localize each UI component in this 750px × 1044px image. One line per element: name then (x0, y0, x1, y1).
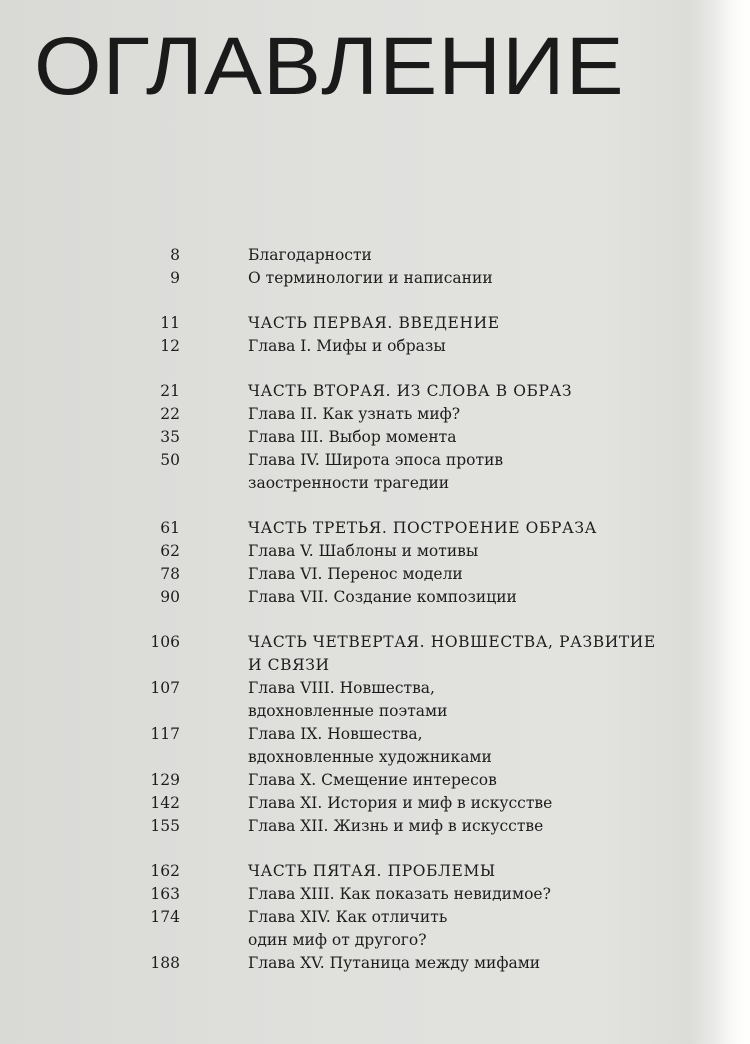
toc-entry-title (248, 449, 718, 495)
toc-entry-title: Глава VI. Перенос модели (248, 565, 463, 583)
toc-entry-chapter-2[interactable] (0, 403, 720, 426)
section-gap (0, 495, 720, 517)
toc-entry-title-line-1: Глава IV. Широта эпоса против (248, 451, 504, 469)
toc-entry-title: Глава XI. История и миф в искусстве (248, 794, 553, 812)
toc-entry-chapter-12[interactable] (0, 815, 720, 838)
toc-entry-title: Глава X. Смещение интересов (248, 771, 497, 789)
toc-entry-chapter-15[interactable] (0, 952, 720, 975)
toc-page-number: 163 (150, 885, 180, 903)
toc-entry-part-5[interactable] (0, 860, 720, 883)
toc-entry-title (248, 723, 718, 769)
page-title: ОГЛАВЛЕНИЕ (34, 21, 625, 112)
toc-entry-chapter-1[interactable] (0, 335, 720, 358)
toc-entry-terminology[interactable] (0, 267, 720, 290)
toc-entry-title: Глава XII. Жизнь и миф в искусстве (248, 817, 544, 835)
toc-entry-title: ЧАСТЬ ПЕРВАЯ. ВВЕДЕНИЕ (248, 314, 500, 332)
toc-page-number: 117 (150, 725, 180, 743)
toc-page-number: 129 (150, 771, 180, 789)
toc-entry-title: Глава III. Выбор момента (248, 428, 457, 446)
toc-page-number: 162 (150, 862, 180, 880)
toc-page-number: 21 (160, 382, 180, 400)
toc-page-number: 50 (160, 451, 180, 469)
table-of-contents (0, 244, 720, 975)
toc-entry-title-line-2: И СВЯЗИ (248, 656, 330, 674)
toc-entry-title-line-2: вдохновленные художниками (248, 748, 492, 766)
toc-entry-part-1[interactable] (0, 312, 720, 335)
toc-page-number: 62 (160, 542, 180, 560)
toc-entry-title-line-1: Глава XIV. Как отличить (248, 908, 448, 926)
toc-entry-title: ЧАСТЬ ПЯТАЯ. ПРОБЛЕМЫ (248, 862, 496, 880)
toc-entry-title (248, 677, 718, 723)
toc-entry-title: Глава V. Шаблоны и мотивы (248, 542, 479, 560)
toc-entry-chapter-6[interactable] (0, 563, 720, 586)
toc-page-number: 155 (150, 817, 180, 835)
toc-entry-chapter-7[interactable] (0, 586, 720, 609)
toc-entry-title: Глава VII. Создание композиции (248, 588, 517, 606)
toc-page-number: 8 (170, 246, 180, 264)
toc-entry-title (248, 631, 718, 677)
section-gap (0, 290, 720, 312)
toc-entry-chapter-4[interactable] (0, 449, 720, 495)
toc-entry-chapter-9[interactable] (0, 723, 720, 769)
toc-page-number: 90 (160, 588, 180, 606)
toc-entry-title-line-1: Глава IX. Новшества, (248, 725, 423, 743)
toc-entry-chapter-3[interactable] (0, 426, 720, 449)
toc-page-number: 22 (160, 405, 180, 423)
toc-entry-title: Глава XIII. Как показать невидимое? (248, 885, 551, 903)
toc-entry-title: Глава I. Мифы и образы (248, 337, 446, 355)
toc-entry-title-line-2: вдохновленные поэтами (248, 702, 448, 720)
toc-entry-chapter-14[interactable] (0, 906, 720, 952)
toc-page-number: 78 (160, 565, 180, 583)
toc-entry-chapter-5[interactable] (0, 540, 720, 563)
toc-page-number: 107 (150, 679, 180, 697)
toc-entry-acknowledgements[interactable] (0, 244, 720, 267)
toc-entry-part-4[interactable] (0, 631, 720, 677)
toc-entry-title (248, 906, 718, 952)
toc-page-number: 9 (170, 269, 180, 287)
toc-entry-title: О терминологии и написании (248, 269, 493, 287)
toc-entry-part-2[interactable] (0, 380, 720, 403)
toc-entry-chapter-13[interactable] (0, 883, 720, 906)
toc-page-number: 174 (150, 908, 180, 926)
toc-entry-title-line-2: заостренности трагедии (248, 474, 450, 492)
toc-entry-title: Глава XV. Путаница между мифами (248, 954, 541, 972)
toc-entry-chapter-11[interactable] (0, 792, 720, 815)
section-gap (0, 609, 720, 631)
toc-page-number: 35 (160, 428, 180, 446)
toc-entry-chapter-8[interactable] (0, 677, 720, 723)
toc-page-number: 142 (150, 794, 180, 812)
toc-page-number: 12 (160, 337, 180, 355)
toc-entry-title: Глава II. Как узнать миф? (248, 405, 461, 423)
toc-entry-title: ЧАСТЬ ВТОРАЯ. ИЗ СЛОВА В ОБРАЗ (248, 382, 573, 400)
toc-entry-title-line-1: Глава VIII. Новшества, (248, 679, 435, 697)
toc-entry-part-3[interactable] (0, 517, 720, 540)
toc-entry-title: ЧАСТЬ ТРЕТЬЯ. ПОСТРОЕНИЕ ОБРАЗА (248, 519, 597, 537)
toc-page-number: 11 (160, 314, 180, 332)
toc-entry-title-line-2: один миф от другого? (248, 931, 427, 949)
toc-entry-title-line-1: ЧАСТЬ ЧЕТВЕРТАЯ. НОВШЕСТВА, РАЗВИТИЕ (248, 633, 656, 651)
toc-entry-title: Благодарности (248, 246, 372, 264)
section-gap (0, 838, 720, 860)
section-gap (0, 358, 720, 380)
toc-entry-chapter-10[interactable] (0, 769, 720, 792)
toc-page-number: 61 (160, 519, 180, 537)
toc-page-number: 106 (150, 633, 180, 651)
toc-page-number: 188 (150, 954, 180, 972)
